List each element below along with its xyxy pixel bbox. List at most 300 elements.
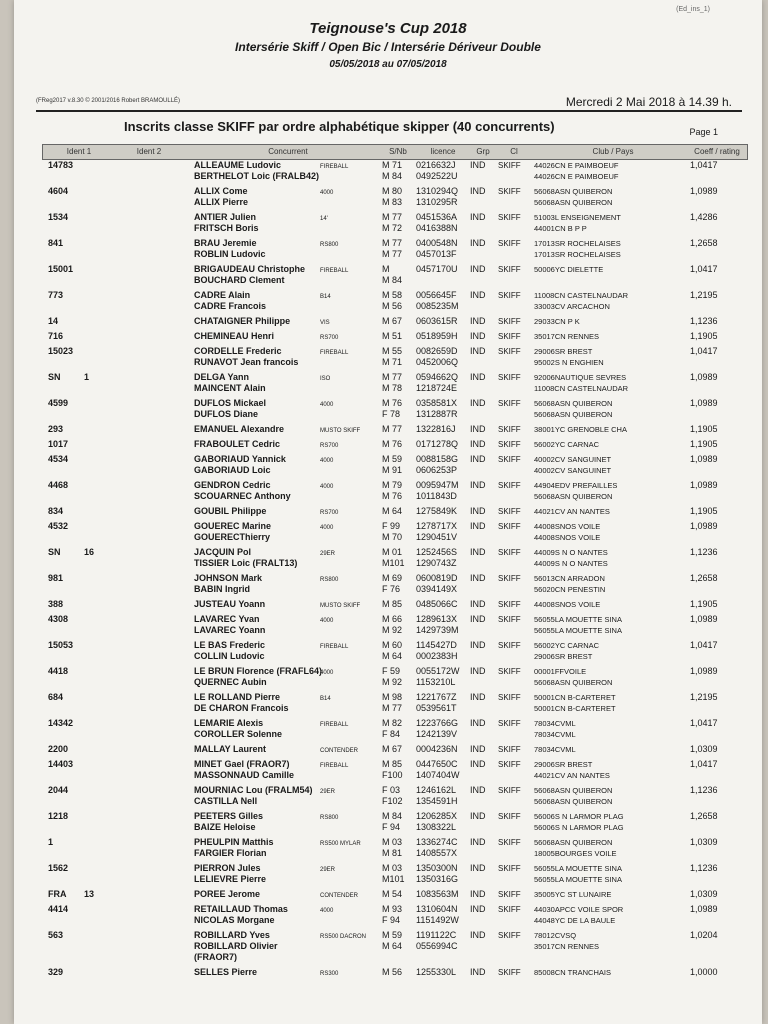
concurrent-names-line: BAIZE Heloise bbox=[194, 822, 256, 832]
group-value: IND bbox=[470, 573, 486, 583]
coefficient: 1,0417 bbox=[690, 264, 718, 274]
licence-number-line: 1312887R bbox=[416, 409, 458, 419]
table-row bbox=[42, 439, 746, 450]
group-value: IND bbox=[470, 744, 486, 754]
concurrent-names-line: CHEMINEAU Henri bbox=[194, 331, 275, 341]
group-value: IND bbox=[470, 160, 486, 170]
sail-number-line: M 91 bbox=[382, 465, 403, 475]
col-grp: Grp bbox=[476, 147, 490, 156]
sail-number bbox=[382, 967, 402, 978]
class-value: SKIFF bbox=[498, 347, 521, 356]
licence-number bbox=[416, 547, 457, 569]
club-country bbox=[534, 930, 599, 952]
class-value: SKIFF bbox=[498, 719, 521, 728]
coefficient: 1,0417 bbox=[690, 346, 718, 356]
club-country-line: 11008CN CASTELNAUDAR bbox=[534, 384, 629, 393]
concurrent-names-line: GABORIAUD Loic bbox=[194, 465, 271, 475]
concurrent-names-line: PHEULPIN Matthis bbox=[194, 837, 274, 847]
boat-serie: FIREBALL bbox=[320, 763, 349, 769]
sail-number-line: M 03 bbox=[382, 863, 403, 873]
concurrent-names-line: ALLIX Come bbox=[194, 186, 248, 196]
concurrent-names bbox=[194, 692, 289, 714]
licence-number-line: 1289613X bbox=[416, 614, 458, 624]
ident-value: 834 bbox=[48, 506, 64, 516]
ident-cell bbox=[48, 238, 63, 249]
boat-serie: RS300 bbox=[320, 971, 339, 977]
sail-number bbox=[382, 290, 402, 312]
group-value: IND bbox=[470, 424, 486, 434]
ident-value: 4414 bbox=[48, 904, 69, 914]
group-value: IND bbox=[470, 863, 486, 873]
club-country-line: 56068ASN QUIBERON bbox=[534, 786, 613, 795]
licence-number bbox=[416, 480, 459, 502]
club-country bbox=[534, 640, 599, 662]
sail-number bbox=[382, 889, 402, 900]
concurrent-names bbox=[194, 398, 266, 420]
table-row bbox=[42, 718, 746, 740]
table-row bbox=[42, 614, 746, 636]
concurrent-names bbox=[194, 599, 265, 610]
sail-number-line: M 66 bbox=[382, 614, 403, 624]
licence-number-line: 1308322L bbox=[416, 822, 457, 832]
sail-number-line: F 94 bbox=[382, 915, 401, 925]
ident-value: 14403 bbox=[48, 759, 74, 769]
boat-serie: MUSTO SKIFF bbox=[320, 428, 361, 434]
class-value: SKIFF bbox=[498, 760, 521, 769]
concurrent-names-line: JOHNSON Mark bbox=[194, 573, 263, 583]
sail-number-line: M 59 bbox=[382, 930, 403, 940]
club-country bbox=[534, 372, 628, 394]
concurrent-names-line: JACQUIN Pol bbox=[194, 547, 252, 557]
sail-number-line: M 77 bbox=[382, 703, 403, 713]
boat-serie: FIREBALL bbox=[320, 644, 349, 650]
sail-number-line: M101 bbox=[382, 874, 405, 884]
concurrent-names bbox=[194, 290, 266, 312]
coefficient: 1,0989 bbox=[690, 614, 718, 624]
coefficient: 1,0309 bbox=[690, 889, 718, 899]
licence-number bbox=[416, 186, 458, 208]
concurrent-names-line: GOUBIL Philippe bbox=[194, 506, 267, 516]
licence-number-line: 1290451V bbox=[416, 532, 458, 542]
class-value: SKIFF bbox=[498, 693, 521, 702]
club-country-line: 56055LA MOUETTE SINA bbox=[534, 864, 622, 873]
sail-number-line: M 58 bbox=[382, 290, 403, 300]
ident-cell bbox=[48, 424, 63, 435]
class-value: SKIFF bbox=[498, 574, 521, 583]
concurrent-names bbox=[194, 238, 266, 260]
concurrent-names bbox=[194, 811, 263, 833]
concurrent-names-line: DUFLOS Diane bbox=[194, 409, 259, 419]
boat-serie: RS800 bbox=[320, 815, 339, 821]
licence-number bbox=[416, 264, 458, 275]
ident-cell bbox=[48, 480, 68, 491]
sail-number-line: M 85 bbox=[382, 599, 403, 609]
table-row bbox=[42, 186, 746, 208]
ident-value: 14 bbox=[48, 316, 59, 326]
concurrent-names bbox=[194, 930, 278, 963]
licence-number-line: 0400548N bbox=[416, 238, 458, 248]
licence-number-line: 1322816J bbox=[416, 424, 456, 434]
ident-cell bbox=[48, 811, 68, 822]
class-value: SKIFF bbox=[498, 213, 521, 222]
sail-number bbox=[382, 186, 402, 208]
boat-serie: FIREBALL bbox=[320, 350, 349, 356]
ident-cell bbox=[48, 744, 68, 755]
licence-number-line: 0416388N bbox=[416, 223, 458, 233]
licence-number bbox=[416, 573, 458, 595]
coefficient: 1,1905 bbox=[690, 424, 718, 434]
concurrent-names-line: GOUERECThierry bbox=[194, 532, 271, 542]
concurrent-names-line: CORDELLE Frederic bbox=[194, 346, 282, 356]
sail-number-line: M 93 bbox=[382, 904, 403, 914]
table-row bbox=[42, 744, 746, 755]
licence-number-line: 0603615R bbox=[416, 316, 458, 326]
licence-number-line: 0485066C bbox=[416, 599, 458, 609]
boat-serie: 4000 bbox=[320, 908, 334, 914]
group-value: IND bbox=[470, 331, 486, 341]
club-country bbox=[534, 759, 610, 781]
licence-number-line: 1354591H bbox=[416, 796, 458, 806]
club-country bbox=[534, 521, 600, 543]
club-country-line: 18005BOURGES VOILE bbox=[534, 849, 617, 858]
club-country-line: 56068ASN QUIBERON bbox=[534, 492, 613, 501]
concurrent-names-line: COROLLER Solenne bbox=[194, 729, 283, 739]
sail-number bbox=[382, 744, 402, 755]
sail-number bbox=[382, 837, 402, 859]
class-value: SKIFF bbox=[498, 317, 521, 326]
concurrent-names-line: DE CHARON Francois bbox=[194, 703, 289, 713]
group-value: IND bbox=[470, 640, 486, 650]
licence-number-line: 1275849K bbox=[416, 506, 458, 516]
club-country-line: 40002CV SANGUINET bbox=[534, 455, 612, 464]
licence-number bbox=[416, 439, 458, 450]
club-country bbox=[534, 160, 618, 182]
class-value: SKIFF bbox=[498, 641, 521, 650]
sail-number-line: M 77 bbox=[382, 424, 403, 434]
concurrent-names-line: ALLIX Pierre bbox=[194, 197, 249, 207]
col-ident2: Ident 2 bbox=[136, 147, 162, 156]
club-country-line: 56006S N LARMOR PLAG bbox=[534, 812, 624, 821]
group-value: IND bbox=[470, 904, 486, 914]
print-date: Mercredi 2 Mai 2018 à 14.39 h. bbox=[565, 95, 732, 109]
sail-number-line: F 59 bbox=[382, 666, 401, 676]
concurrent-names-line: ROBLIN Ludovic bbox=[194, 249, 266, 259]
coefficient: 1,1905 bbox=[690, 506, 718, 516]
group-value: IND bbox=[470, 889, 486, 899]
boat-serie: CONTENDER bbox=[320, 748, 359, 754]
page-subtitle: Intersérie Skiff / Open Bic / Intersérie Dériveur Double bbox=[235, 40, 541, 54]
licence-number-line: 1408557X bbox=[416, 848, 458, 858]
licence-number-line: 1350300N bbox=[416, 863, 458, 873]
ident-number: 1 bbox=[84, 372, 90, 382]
club-country-line: 35005YC ST LUNAIRE bbox=[534, 890, 612, 899]
coefficient: 1,0204 bbox=[690, 930, 718, 940]
boat-serie: 29ER bbox=[320, 867, 336, 873]
coefficient: 1,1236 bbox=[690, 547, 718, 557]
sail-number bbox=[382, 785, 403, 807]
ident-value: 15001 bbox=[48, 264, 74, 274]
club-country bbox=[534, 614, 622, 636]
club-country-line: 40002CV SANGUINET bbox=[534, 466, 612, 475]
ident-value: 4534 bbox=[48, 454, 69, 464]
club-country-line: 56055LA MOUETTE SINA bbox=[534, 615, 622, 624]
sail-number-line: M 59 bbox=[382, 454, 403, 464]
licence-number-line: 0457170U bbox=[416, 264, 458, 274]
club-country-line: 44904EDV PREFAILLES bbox=[534, 481, 618, 490]
table-row bbox=[42, 930, 746, 963]
class-value: SKIFF bbox=[498, 786, 521, 795]
class-value: SKIFF bbox=[498, 968, 521, 977]
header-divider bbox=[36, 110, 742, 112]
club-country bbox=[534, 212, 621, 234]
sail-number-line: M 80 bbox=[382, 186, 403, 196]
class-value: SKIFF bbox=[498, 838, 521, 847]
concurrent-names-line: MASSONNAUD Camille bbox=[194, 770, 295, 780]
club-country-line: 44008SNOS VOILE bbox=[534, 522, 601, 531]
club-country-line: 56068ASN QUIBERON bbox=[534, 410, 613, 419]
concurrent-names bbox=[194, 718, 282, 740]
club-country-line: 44026CN E PAIMBOEUF bbox=[534, 161, 619, 170]
sail-number bbox=[382, 759, 403, 781]
class-value: SKIFF bbox=[498, 890, 521, 899]
ident-cell bbox=[48, 614, 68, 625]
coefficient: 1,2658 bbox=[690, 811, 718, 821]
concurrent-names bbox=[194, 837, 274, 859]
concurrent-names-line: GENDRON Cedric bbox=[194, 480, 271, 490]
licence-number-line: 0095947M bbox=[416, 480, 459, 490]
coefficient: 1,0989 bbox=[690, 454, 718, 464]
table-row bbox=[42, 573, 746, 595]
concurrent-names-line: SCOUARNEC Anthony bbox=[194, 491, 291, 501]
club-country-line: 44030APCC VOILE SPOR bbox=[534, 905, 624, 914]
concurrent-names-line: DUFLOS Mickael bbox=[194, 398, 267, 408]
club-country-line: 56013CN ARRADON bbox=[534, 574, 605, 583]
licence-number-line: 0056645F bbox=[416, 290, 457, 300]
concurrent-names bbox=[194, 331, 274, 342]
sail-number bbox=[382, 640, 402, 662]
licence-number-line: 1310294Q bbox=[416, 186, 459, 196]
ident-value: FRA bbox=[48, 889, 67, 899]
sail-number-line: M 64 bbox=[382, 941, 403, 951]
club-country bbox=[534, 837, 617, 859]
licence-number bbox=[416, 599, 458, 610]
sail-number bbox=[382, 930, 402, 952]
boat-serie: 4000 bbox=[320, 525, 334, 531]
concurrent-names-line: BRIGAUDEAU Christophe bbox=[194, 264, 306, 274]
licence-number-line: 0055172W bbox=[416, 666, 460, 676]
sail-number-line: M 67 bbox=[382, 316, 403, 326]
ident-value: 1218 bbox=[48, 811, 69, 821]
concurrent-names-line: LE BAS Frederic bbox=[194, 640, 266, 650]
concurrent-names-line: ANTIER Julien bbox=[194, 212, 257, 222]
coefficient: 1,0417 bbox=[690, 759, 718, 769]
class-value: SKIFF bbox=[498, 265, 521, 274]
ident-value: 684 bbox=[48, 692, 64, 702]
licence-number bbox=[416, 930, 458, 952]
class-value: SKIFF bbox=[498, 187, 521, 196]
club-country-line: 56055LA MOUETTE SINA bbox=[534, 626, 622, 635]
club-country-line: 44021CV AN NANTES bbox=[534, 771, 610, 780]
club-country-line: 44008SNOS VOILE bbox=[534, 533, 601, 542]
class-value: SKIFF bbox=[498, 399, 521, 408]
licence-number-line: 1246162L bbox=[416, 785, 457, 795]
table-row bbox=[42, 837, 746, 859]
licence-number bbox=[416, 454, 458, 476]
club-country-line: 56002YC CARNAC bbox=[534, 440, 600, 449]
ident-cell bbox=[48, 930, 63, 941]
sail-number bbox=[382, 863, 405, 885]
club-country-line: 78012CVSQ bbox=[534, 931, 577, 940]
coefficient: 1,0417 bbox=[690, 718, 718, 728]
concurrent-names-line: SELLES Pierre bbox=[194, 967, 258, 977]
coefficient: 1,1236 bbox=[690, 785, 718, 795]
concurrent-names-line: ROBILLARD Olivier bbox=[194, 941, 278, 951]
licence-number-line: 1336274C bbox=[416, 837, 458, 847]
licence-number bbox=[416, 889, 459, 900]
concurrent-names bbox=[194, 346, 298, 368]
ident-cell bbox=[48, 160, 73, 171]
class-value: SKIFF bbox=[498, 864, 521, 873]
sail-number-line: F102 bbox=[382, 796, 403, 806]
sail-number-line: M 92 bbox=[382, 625, 403, 635]
boat-serie: RS700 bbox=[320, 510, 339, 516]
concurrent-names-line: NICOLAS Morgane bbox=[194, 915, 275, 925]
club-country bbox=[534, 186, 612, 208]
ident-value: 15023 bbox=[48, 346, 74, 356]
licence-number-line: 0085235M bbox=[416, 301, 459, 311]
sail-number-line: M 77 bbox=[382, 372, 403, 382]
sail-number bbox=[382, 718, 402, 740]
licence-number bbox=[416, 904, 459, 926]
club-country-line: 29006SR BREST bbox=[534, 760, 593, 769]
concurrent-names-line: JUSTEAU Yoann bbox=[194, 599, 266, 609]
table-row bbox=[42, 264, 746, 286]
licence-number bbox=[416, 692, 457, 714]
class-value: SKIFF bbox=[498, 332, 521, 341]
licence-number bbox=[416, 160, 458, 182]
group-value: IND bbox=[470, 759, 486, 769]
class-value: SKIFF bbox=[498, 548, 521, 557]
sail-number-line: M 55 bbox=[382, 346, 403, 356]
boat-serie: 14' bbox=[320, 216, 328, 222]
ident-value: 4418 bbox=[48, 666, 69, 676]
concurrent-names bbox=[194, 186, 248, 208]
club-country-line: 44009S N O NANTES bbox=[534, 548, 608, 557]
licence-number bbox=[416, 290, 459, 312]
licence-number-line: 0539561T bbox=[416, 703, 457, 713]
ident-value: 4604 bbox=[48, 186, 69, 196]
sail-number-line: M 92 bbox=[382, 677, 403, 687]
class-value: SKIFF bbox=[498, 239, 521, 248]
class-value: SKIFF bbox=[498, 425, 521, 434]
licence-number bbox=[416, 238, 458, 260]
ident-cell bbox=[48, 573, 63, 584]
sail-number-line: M 85 bbox=[382, 759, 403, 769]
concurrent-names-line: LE ROLLAND Pierre bbox=[194, 692, 281, 702]
concurrent-names-line: MAINCENT Alain bbox=[194, 383, 266, 393]
sail-number-line: M 72 bbox=[382, 223, 403, 233]
club-country bbox=[534, 599, 600, 610]
concurrent-names-line: LAVAREC Yvan bbox=[194, 614, 260, 624]
ident-cell bbox=[48, 837, 53, 848]
table-row bbox=[42, 424, 746, 435]
ident-value: 716 bbox=[48, 331, 64, 341]
boat-serie: RS700 bbox=[320, 443, 339, 449]
table-row bbox=[42, 290, 746, 312]
ident-value: 4599 bbox=[48, 398, 69, 408]
sail-number bbox=[382, 811, 402, 833]
class-value: SKIFF bbox=[498, 440, 521, 449]
sail-number bbox=[382, 506, 402, 517]
class-value: SKIFF bbox=[498, 161, 521, 170]
sail-number-line: M 71 bbox=[382, 160, 403, 170]
club-country bbox=[534, 238, 621, 260]
table-row bbox=[42, 759, 746, 781]
licence-number-line: 0004236N bbox=[416, 744, 458, 754]
concurrent-names-line: BABIN Ingrid bbox=[194, 584, 250, 594]
group-value: IND bbox=[470, 439, 486, 449]
group-value: IND bbox=[470, 506, 486, 516]
concurrent-names-line: FRABOULET Cedric bbox=[194, 439, 281, 449]
licence-number-line: 0082659D bbox=[416, 346, 458, 356]
sail-number-line: F 99 bbox=[382, 521, 401, 531]
licence-number bbox=[416, 640, 458, 662]
page-number: Page 1 bbox=[689, 127, 718, 137]
group-value: IND bbox=[470, 614, 486, 624]
ident-value: 773 bbox=[48, 290, 64, 300]
concurrent-names-line: QUERNEC Aubin bbox=[194, 677, 267, 687]
licence-number bbox=[416, 811, 457, 833]
sail-number-line: M 70 bbox=[382, 532, 403, 542]
ident-cell bbox=[48, 904, 68, 915]
licence-number bbox=[416, 744, 458, 755]
club-country bbox=[534, 480, 617, 502]
licence-number-line: 1407404W bbox=[416, 770, 460, 780]
licence-number bbox=[416, 837, 458, 859]
concurrent-names bbox=[194, 424, 284, 435]
concurrent-names-line: ROBILLARD Yves bbox=[194, 930, 270, 940]
licence-number-line: 0394149X bbox=[416, 584, 458, 594]
concurrent-names bbox=[194, 759, 294, 781]
coefficient: 1,0417 bbox=[690, 160, 718, 170]
boat-serie: 4000 bbox=[320, 190, 334, 196]
sail-number-line: M 77 bbox=[382, 238, 403, 248]
sail-number bbox=[382, 316, 402, 327]
group-value: IND bbox=[470, 718, 486, 728]
sail-number bbox=[382, 372, 402, 394]
ident-cell bbox=[48, 346, 73, 357]
sail-number bbox=[382, 547, 405, 569]
boat-serie: FIREBALL bbox=[320, 722, 349, 728]
ident-value: 15053 bbox=[48, 640, 74, 650]
table-row bbox=[42, 811, 746, 833]
licence-number-line: 0594662Q bbox=[416, 372, 459, 382]
table-row bbox=[42, 904, 746, 926]
licence-number bbox=[416, 614, 459, 636]
licence-number-line: 0606253P bbox=[416, 465, 458, 475]
club-country-line: 50006YC DIELETTE bbox=[534, 265, 604, 274]
class-value: SKIFF bbox=[498, 481, 521, 490]
club-country bbox=[534, 889, 611, 900]
club-country-line: 56002YC CARNAC bbox=[534, 641, 600, 650]
concurrent-names bbox=[194, 573, 262, 595]
sail-number bbox=[382, 424, 402, 435]
boat-serie: B14 bbox=[320, 696, 331, 702]
club-country bbox=[534, 785, 612, 807]
col-licence: licence bbox=[430, 147, 456, 156]
sail-number bbox=[382, 666, 402, 688]
licence-number-line: 1151492W bbox=[416, 915, 459, 925]
